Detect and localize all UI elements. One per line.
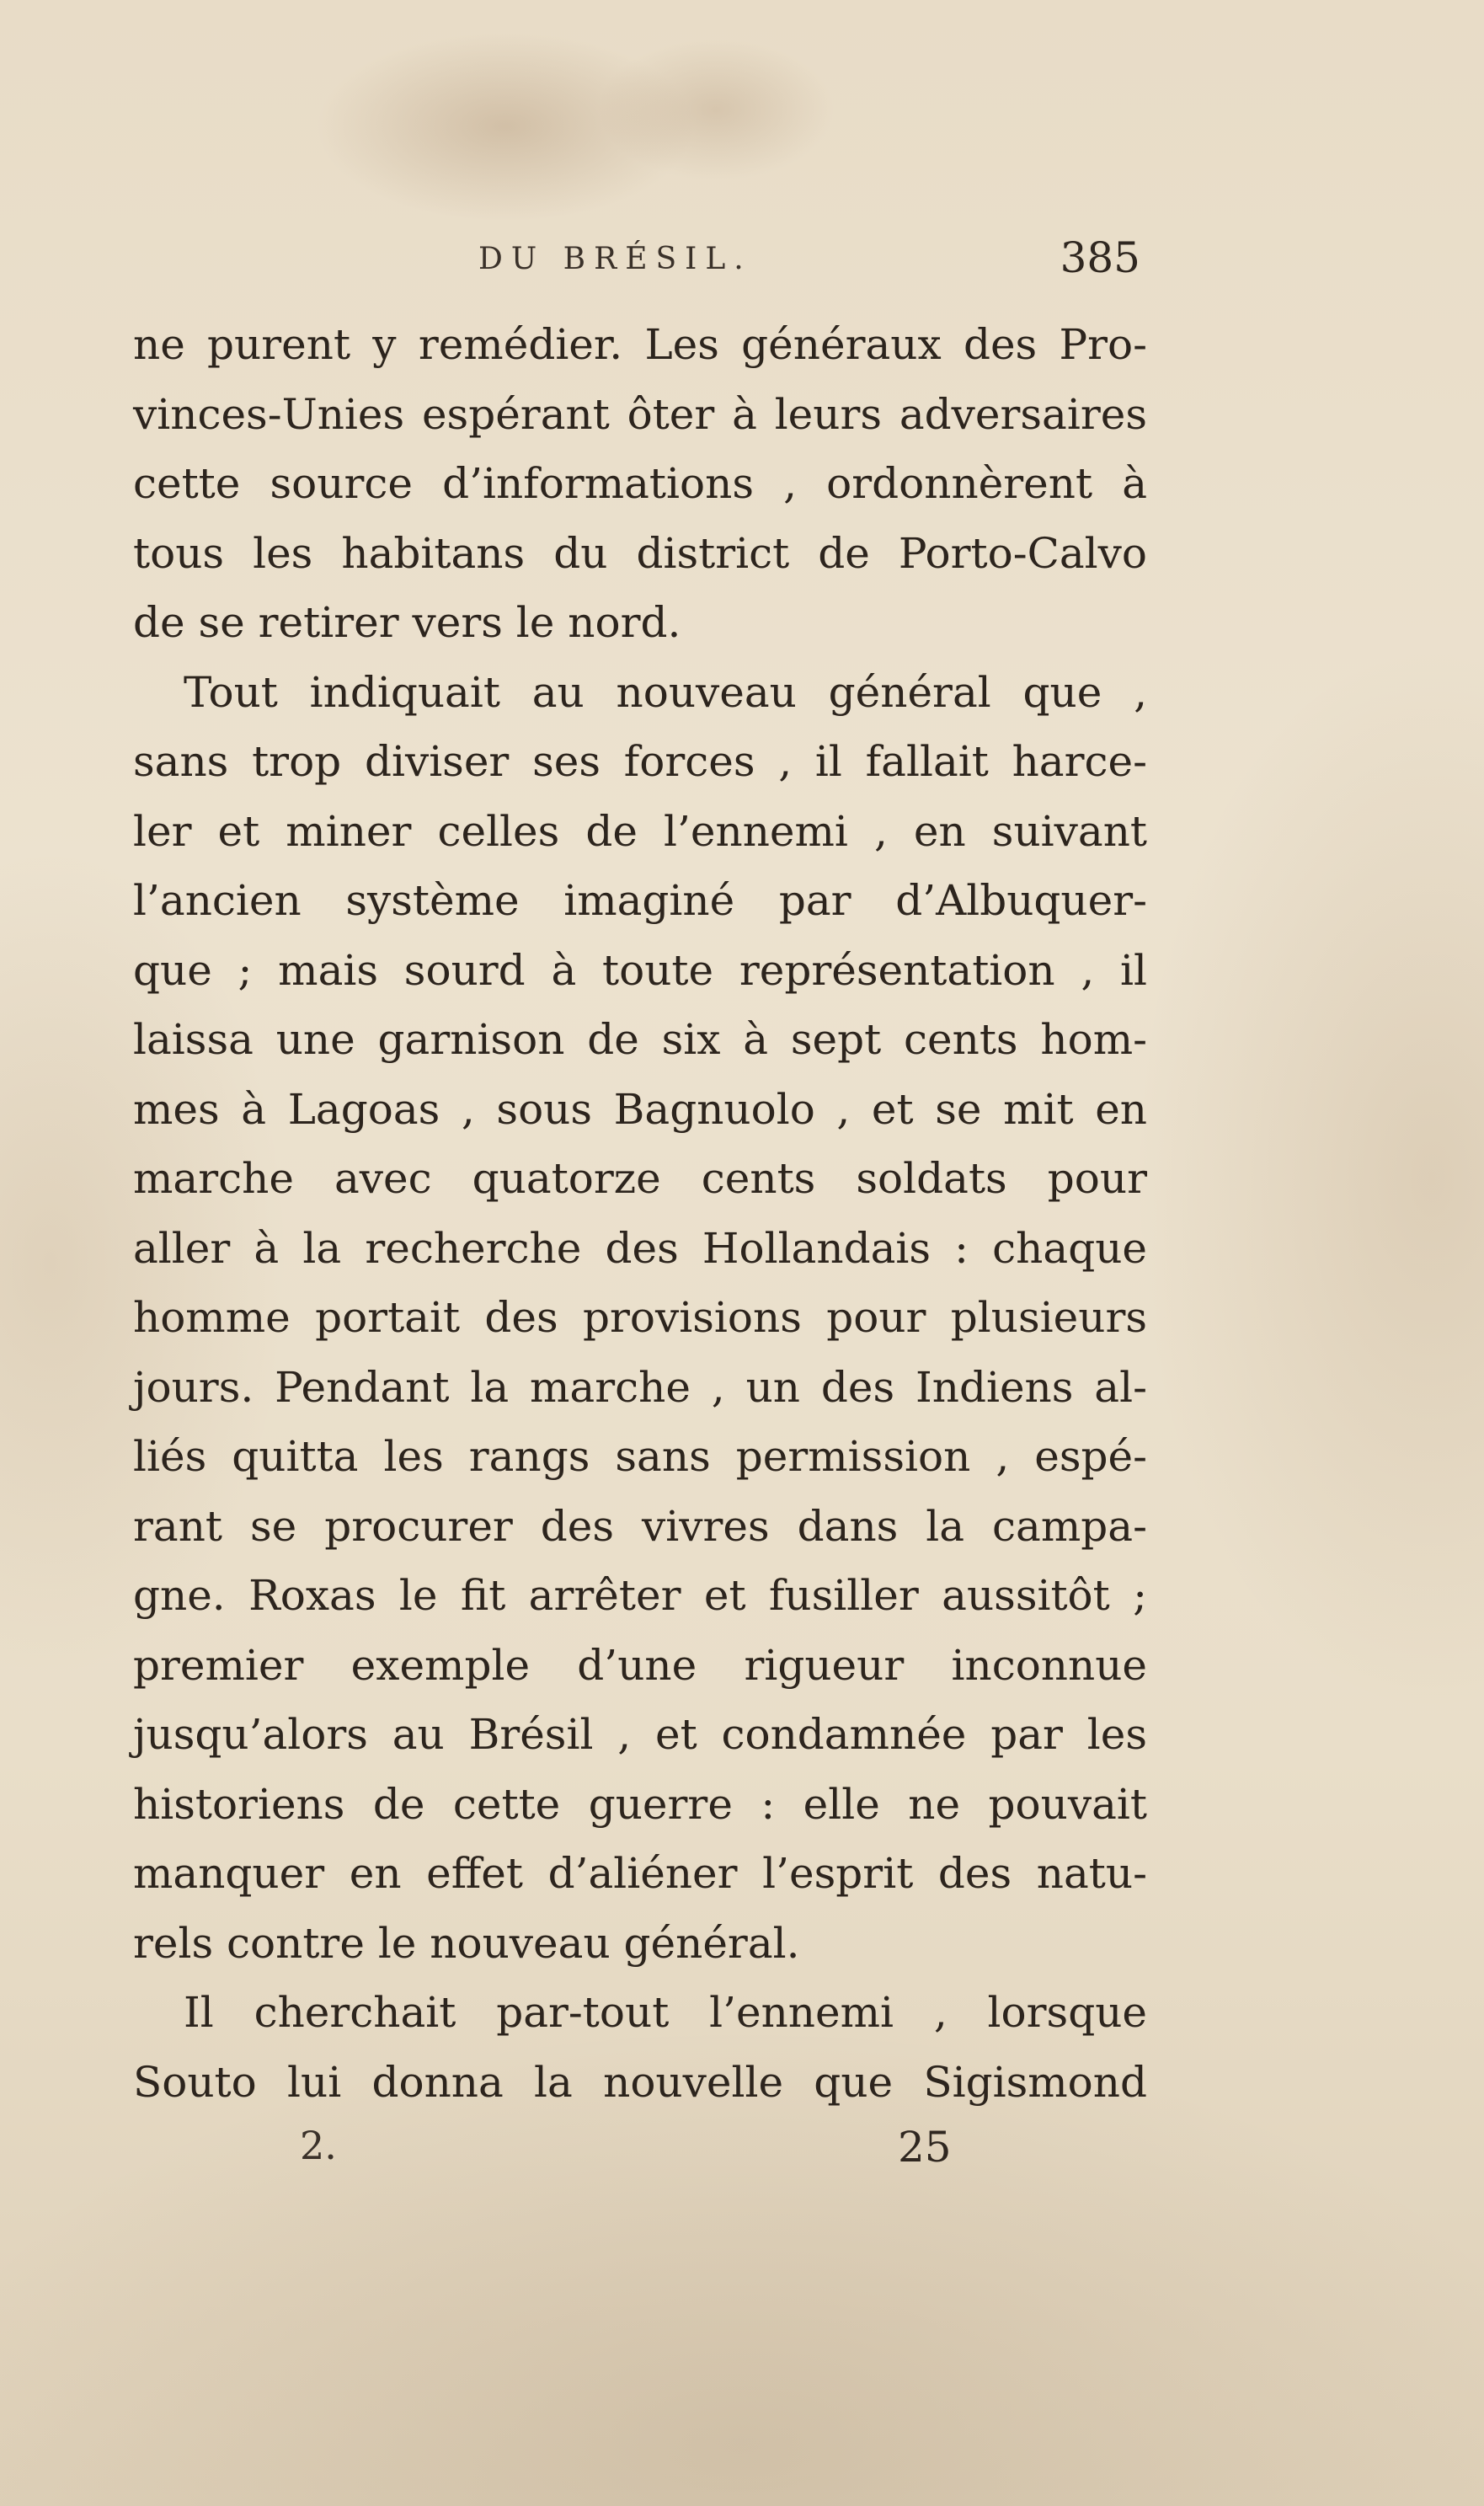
- text-line: que ; mais sourd à toute représentation , il: [133, 945, 1147, 995]
- text-line: cette source d’informations , ordonnèrent à: [133, 459, 1147, 508]
- text-line: aller à la recherche des Hollandais : chaque: [133, 1223, 1147, 1273]
- text-line: Souto lui donna la nouvelle que Sigismond: [133, 2057, 1147, 2107]
- gathering-mark: 25: [898, 2123, 952, 2172]
- text-line: sans trop diviser ses forces , il fallait harce-: [133, 737, 1147, 786]
- text-line: premier exemple d’une rigueur inconnue: [133, 1640, 1147, 1690]
- page-footer: [133, 2123, 1147, 2182]
- volume-signature: 2.: [300, 2123, 337, 2168]
- body-text: [133, 310, 1147, 2117]
- running-head: [133, 233, 1140, 289]
- text-line: tous les habitans du district de Porto-Calvo: [133, 528, 1147, 578]
- text-line: jours. Pendant la marche , un des Indiens al-: [133, 1362, 1147, 1412]
- text-line: rant se procurer des vivres dans la campa-: [133, 1501, 1147, 1551]
- text-line: l’ancien système imaginé par d’Albuquer-: [133, 876, 1147, 925]
- page-number: 385: [1060, 233, 1140, 282]
- text-line: Il cherchait par-tout l’ennemi , lorsque: [184, 1988, 1147, 2037]
- text-line: ler et miner celles de l’ennemi , en suivant: [133, 806, 1147, 856]
- text-line: gne. Roxas le fit arrêter et fusiller aussitôt ;: [133, 1571, 1147, 1620]
- text-line: homme portait des provisions pour plusieurs: [133, 1293, 1147, 1342]
- text-line: Tout indiquait au nouveau général que ,: [184, 667, 1147, 717]
- text-line: historiens de cette guerre : elle ne pouvait: [133, 1779, 1147, 1829]
- text-line: rels contre le nouveau général.: [133, 1918, 800, 1968]
- text-line: mes à Lagoas , sous Bagnuolo , et se mit en: [133, 1084, 1147, 1134]
- text-line: liés quitta les rangs sans permission , espé-: [133, 1432, 1147, 1481]
- text-line: marche avec quatorze cents soldats pour: [133, 1154, 1147, 1203]
- text-line: jusqu’alors au Brésil , et condamnée par les: [133, 1710, 1147, 1759]
- text-line: ne purent y remédier. Les généraux des Pro-: [133, 320, 1147, 369]
- text-line: manquer en effet d’aliéner l’esprit des natu-: [133, 1849, 1147, 1898]
- text-line: vinces-Unies espérant ôter à leurs adversaires: [133, 389, 1147, 439]
- text-line: laissa une garnison de six à sept cents hom-: [133, 1015, 1147, 1064]
- text-line: de se retirer vers le nord.: [133, 598, 681, 647]
- running-title: DU BRÉSIL.: [478, 242, 752, 276]
